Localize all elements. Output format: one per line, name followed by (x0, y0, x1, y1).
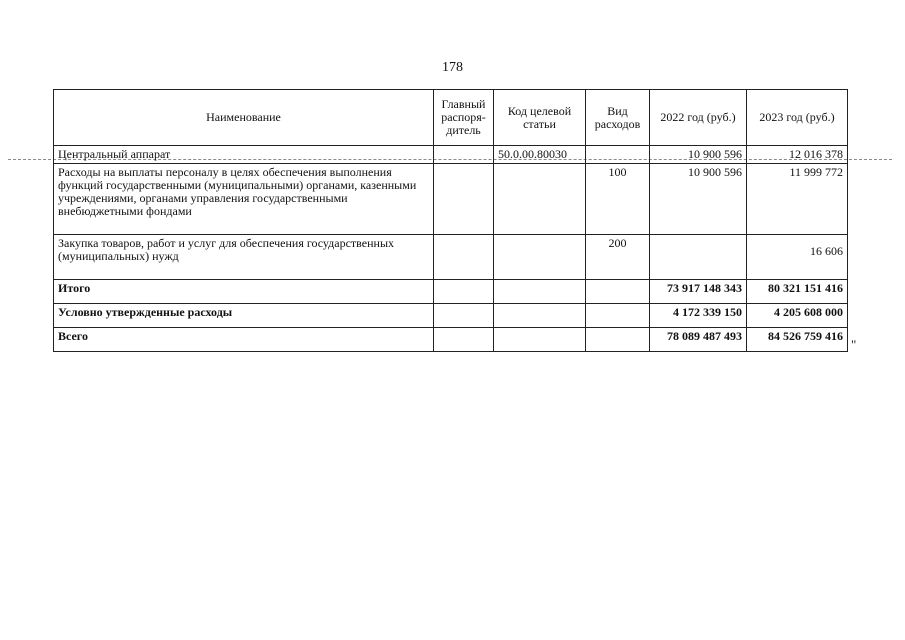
row-expense-type: 100 (586, 164, 650, 235)
row-name: Центральный аппарат (54, 146, 434, 164)
table-row (54, 146, 848, 164)
budget-expenses-table (53, 89, 848, 352)
row-target-code (494, 164, 586, 235)
header-administrator: Главный распоря-дитель (434, 90, 494, 146)
table-row (54, 304, 848, 328)
row-expense-type (586, 280, 650, 304)
row-year-2023: 12 016 378 (747, 146, 848, 164)
row-year-2022 (650, 235, 747, 280)
row-expense-type (586, 328, 650, 352)
row-year-2022: 10 900 596 (650, 164, 747, 235)
row-year-2023: 4 205 608 000 (747, 304, 848, 328)
page-number: 178 (442, 60, 463, 75)
row-target-code: 50.0.00.80030 (494, 146, 586, 164)
row-administrator (434, 304, 494, 328)
row-name: Условно утвержденные расходы (54, 304, 434, 328)
row-year-2023: 11 999 772 (747, 164, 848, 235)
header-expense-type: Вид расходов (586, 90, 650, 146)
row-expense-type: 200 (586, 235, 650, 280)
table-row (54, 235, 848, 280)
row-target-code (494, 304, 586, 328)
table-header-row (54, 90, 848, 146)
row-administrator (434, 235, 494, 280)
row-target-code (494, 328, 586, 352)
row-year-2022: 10 900 596 (650, 146, 747, 164)
header-target-code: Код целевой статьи (494, 90, 586, 146)
row-year-2022: 78 089 487 493 (650, 328, 747, 352)
header-year-2022: 2022 год (руб.) (650, 90, 747, 146)
row-administrator (434, 164, 494, 235)
row-expense-type (586, 146, 650, 164)
row-name: Всего (54, 328, 434, 352)
row-year-2023: 16 606 (747, 235, 848, 280)
row-administrator (434, 280, 494, 304)
closing-quote-mark: " (851, 337, 857, 352)
row-name: Расходы на выплаты персоналу в целях обеспечения выполнения функций государственными (муниципальными) органами, казенными учреждениями, органами управления государственными внебюджетными фондами (54, 164, 434, 235)
row-name: Закупка товаров, работ и услуг для обеспечения государственных (муниципальных) нужд (54, 235, 434, 280)
row-year-2023: 84 526 759 416 (747, 328, 848, 352)
row-target-code (494, 280, 586, 304)
row-target-code (494, 235, 586, 280)
row-administrator (434, 146, 494, 164)
row-year-2022: 73 917 148 343 (650, 280, 747, 304)
table-row (54, 280, 848, 304)
table-row (54, 164, 848, 235)
header-year-2023: 2023 год (руб.) (747, 90, 848, 146)
header-name: Наименование (54, 90, 434, 146)
row-year-2022: 4 172 339 150 (650, 304, 747, 328)
row-year-2023: 80 321 151 416 (747, 280, 848, 304)
row-expense-type (586, 304, 650, 328)
row-name: Итого (54, 280, 434, 304)
row-administrator (434, 328, 494, 352)
table-row (54, 328, 848, 352)
